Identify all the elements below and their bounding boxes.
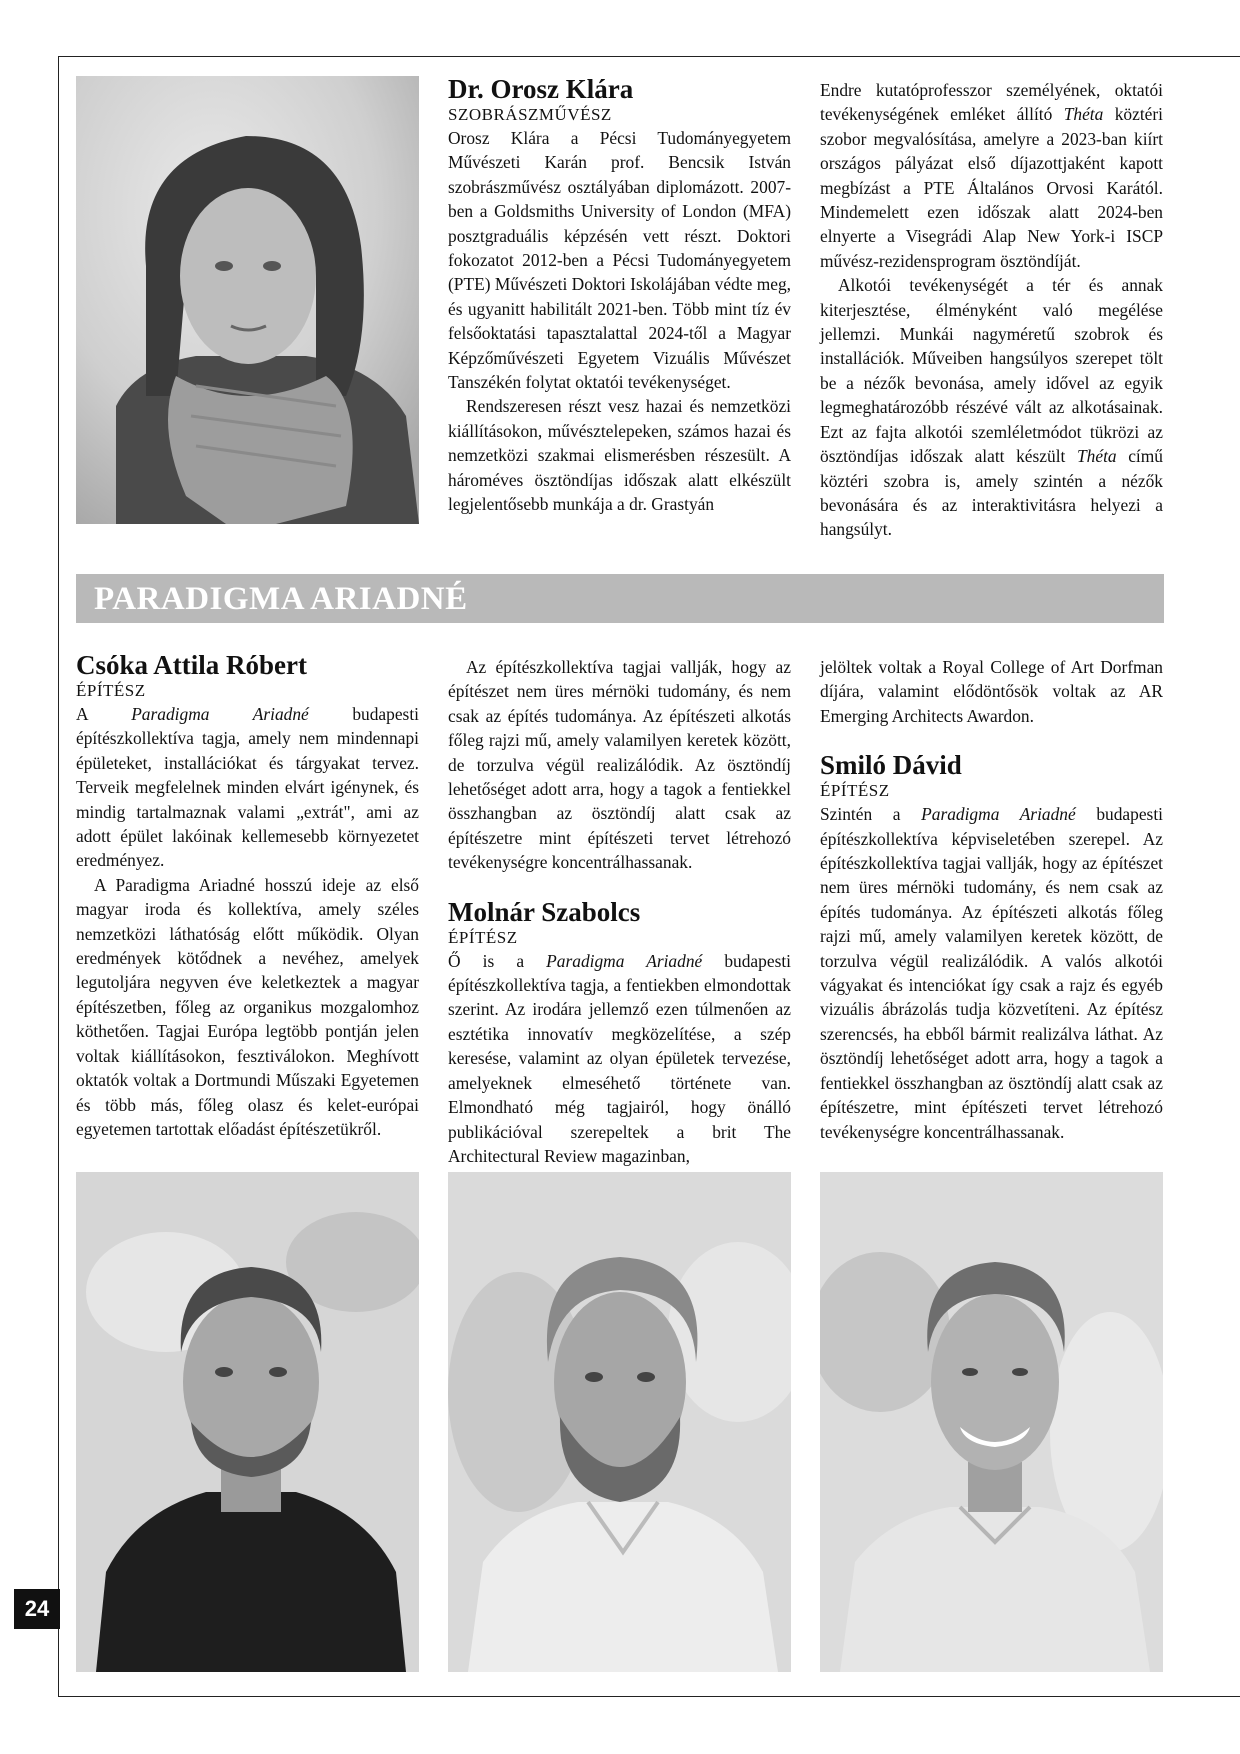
csoka-paragraph-1: A Paradigma Ariadné budapesti építészkollektíva tagja, amely nem mindennapi épületeket, installációkat és tárgyakat tervez. Terveik megfelelnek minden elvárt igénynek, és mindig tartalmaznak valami „extrát", ami az adott épület lakóinak kellemesebb környezetet eredményez.: [76, 704, 419, 871]
orosz-column-2: [820, 78, 1163, 542]
page-number: 24: [14, 1589, 60, 1629]
portrait-smilo-david: [820, 1172, 1163, 1672]
molnar-role: ÉPÍTÉSZ: [448, 927, 518, 947]
portrait-molnar-szabolcs: [448, 1172, 791, 1672]
section-title: PARADIGMA ARIADNÉ: [94, 581, 468, 617]
middle-paragraph-1: Az építészkollektíva tagjai vallják, hogy az építészet nem üres mérnöki tudomány, és nem csak az építés tudománya. Az építészeti alkotás főleg rajzi mű, amely valamilyen keretek között, de torzulva végül realizálódik. Az ösztöndíj lehetőséget adott arra, hogy a tagok a fentiekkel összhangban az ösztöndíj alatt csak az építészetre mint építészeti tervet létrehozó tevékenységre koncentrálhassanak.: [448, 657, 791, 873]
orosz-paragraph-2: Rendszeresen részt vesz hazai és nemzetközi kiállításokon, művésztelepeken, számos hazai és nemzetközi szakmai elismerésben részesült. A hároméves ösztöndíjas időszak alatt elkészült legjelentősebb munkája a dr. Grastyán: [448, 396, 791, 515]
orosz-paragraph-4: Alkotói tevékenységét a tér és annak kiterjesztése, élményként való megélése jellemzi. Munkái nagyméretű szobrok és installációk. Műveiben hangsúlyos szerepet tölt be a nézők bevonása, amely idővel az egyik legmeghatározóbb részévé vált az alkotásainak. Ezt az fajta alkotói szemléletmódot tükrözi az ösztöndíjas időszak alatt készült Théta című köztéri szobra is, amely szintén a nézők bevonására és az interaktivitásra helyezi a hangsúlyt.: [820, 275, 1163, 540]
smilo-paragraph-1: Szintén a Paradigma Ariadné budapesti építészkollektíva képviseletében szerepel. Az építészkollektíva tagjai vallják, hogy az építészet nem üres mérnöki tudomány, és nem csak az építés tudománya. Az építészeti alkotás főleg rajzi mű, amely valamilyen keretek között, de torzulva végül realizálódik. A valós alkotói vágyakat és intenciókat így csak a rajz és egyéb vizuális ábrázolás tudja közvetíteni. Az építész szerencsés, ha ebből bármit realizálva láthat. Az ösztöndíj lehetőséget adott arra, hogy a tagok a fentiekkel összhangban az ösztöndíj alatt csak az építészetre, mint építészeti tervet létrehozó tevékenységre koncentrálhassanak.: [820, 804, 1163, 1142]
section-banner: [76, 574, 1164, 623]
middle-column: [448, 655, 791, 1168]
orosz-paragraph-1: Orosz Klára a Pécsi Tudományegyetem Művészeti Karán prof. Bencsik István szobrászművész osztályában diplomázott. 2007-ben a Goldsmiths University of London (MFA) posztgraduális képzésén vett részt. Doktori fokozatot 2012-ben a Pécsi Tudományegyetem (PTE) Művészeti Doktori Iskolájában védte meg, és ugyanitt habilitált 2021-ben. Több mint tíz év felsőoktatási tapasztalattal 2024-től a Magyar Képzőművészeti Egyetem Vizuális Művészet Tanszékén folytat oktatói tevékenységet.: [448, 128, 791, 393]
right-paragraph-1: jelöltek voltak a Royal College of Art Dorfman díjára, valamint elődöntősök voltak az AR Emerging Architects Awardon.: [820, 657, 1163, 726]
orosz-column-1: [448, 74, 791, 517]
orosz-paragraph-3: Endre kutatóprofesszor személyének, oktatói tevékenységének emléket állító Théta köztéri szobor megvalósítása, amelyre a 2023-ban kiírt országos pályázat első díjazottjaként kapott megbízást a PTE Általános Orvosi Karától. Mindemelett ezen időszak alatt 2024-ben elnyerte a Visegrádi Alap New York-i ISCP művész-rezidensprogram ösztöndíját.: [820, 80, 1163, 271]
orosz-name: Dr. Orosz Klára: [448, 74, 634, 104]
csoka-column: [76, 650, 419, 1141]
smilo-name: Smiló Dávid: [820, 750, 962, 781]
molnar-name: Molnár Szabolcs: [448, 896, 641, 927]
smilo-role: ÉPÍTÉSZ: [820, 781, 890, 801]
portrait-csoka-attila-robert: [76, 1172, 419, 1672]
molnar-paragraph-1: Ő is a Paradigma Ariadné budapesti építészkollektíva tagja, a fentiekben elmondottak szerint. Az irodára jellemző ezen túlmenően az esztétika innovatív megközelítése, a szép keresése, valamint az olyan épületek tervezése, amelyeknek elmeséhető története van. Elmondható még tagjairól, hogy önálló publikációval szerepeltek a brit The Architectural Review magazinban,: [448, 950, 791, 1166]
csoka-role: ÉPÍTÉSZ: [76, 681, 146, 700]
orosz-role: SZOBRÁSZMŰVÉSZ: [448, 105, 612, 124]
portrait-orosz-klara: [76, 76, 419, 524]
right-column: [820, 655, 1163, 1144]
csoka-paragraph-2: A Paradigma Ariadné hosszú ideje az első magyar iroda és kollektíva, amely széles nemzetközi láthatóság előtt működik. Olyan eredmények kötődnek a nevéhez, amelyek legutoljára negyven éve keletkeztek a magyar építészetben, főleg az organikus mozgalomhoz köthetően. Tagjai Európa legtöbb pontján jelen voltak kiállításokon, fesztiválokon. Meghívott oktatók voltak a Dortmundi Műszaki Egyetemen és több más, főleg olasz és kelet-európai egyetemen tartottak előadást építészetükről.: [76, 874, 419, 1139]
csoka-name: Csóka Attila Róbert: [76, 650, 307, 680]
